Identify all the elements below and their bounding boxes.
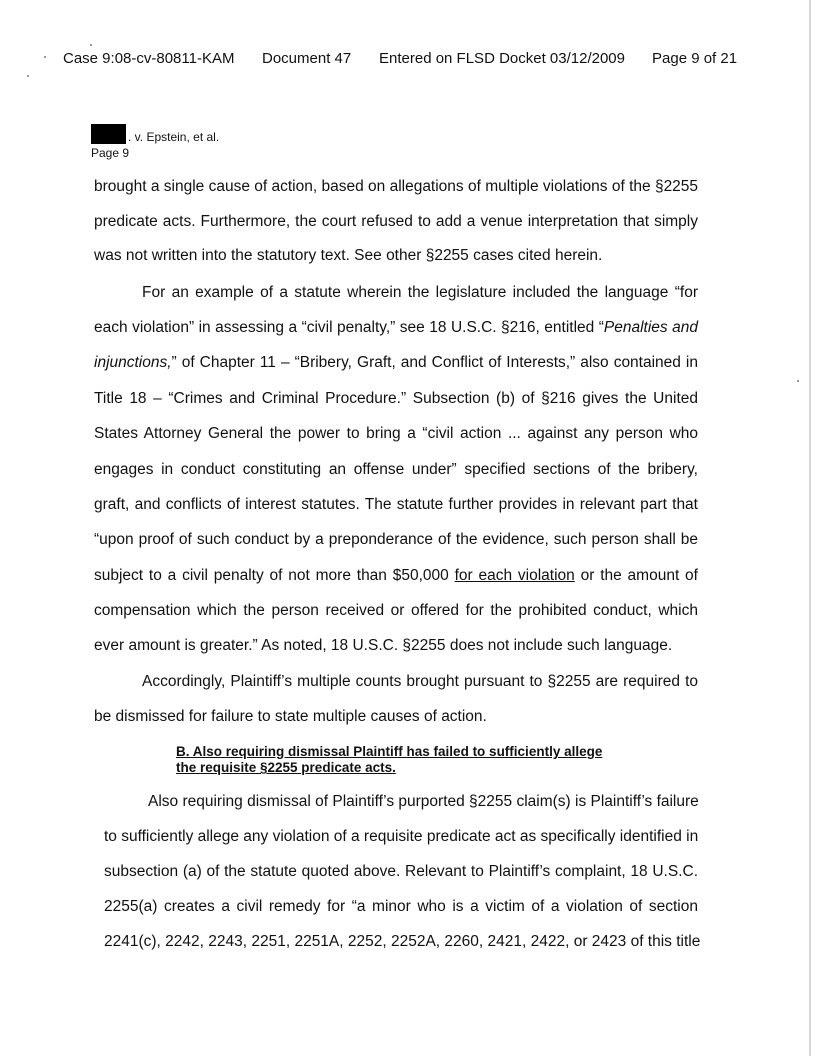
body-line: be dismissed for failure to state multiple causes of action. bbox=[94, 708, 487, 725]
scan-edge-line bbox=[809, 0, 811, 1056]
body-line: 2241(c), 2242, 2243, 2251, 2251A, 2252, 2252A, 2260, 2421, 2422, or 2423 of this title bbox=[104, 933, 701, 950]
section-heading: the requisite §2255 predicate acts. bbox=[176, 760, 396, 775]
short-caption bbox=[91, 124, 220, 160]
scan-speck bbox=[44, 56, 46, 58]
underlined-phrase: for each violation bbox=[454, 567, 575, 584]
caption-title: . v. Epstein, et al. bbox=[128, 130, 220, 144]
body-text: ” of Chapter 11 – “Bribery, Graft, and Conflict of Interests,” also contained in bbox=[171, 354, 698, 371]
body-line: compensation which the person received or offered for the prohibited conduct, which bbox=[94, 602, 698, 619]
body-line: was not written into the statutory text. See other §2255 cases cited herein. bbox=[94, 247, 603, 264]
page-count: Page 9 of 21 bbox=[652, 50, 738, 67]
body-line: “upon proof of such conduct by a preponderance of the evidence, such person shall be bbox=[94, 531, 698, 548]
body-text: or the amount of bbox=[574, 567, 698, 584]
body-line: to sufficiently allege any violation of a requisite predicate act as specifically identified in bbox=[104, 828, 699, 845]
caption-page-label: Page 9 bbox=[91, 146, 130, 160]
body-line: predicate acts. Furthermore, the court refused to add a venue interpretation that simply bbox=[94, 213, 698, 230]
docket-entry-date: Entered on FLSD Docket 03/12/2009 bbox=[379, 50, 625, 67]
body-line bbox=[94, 318, 698, 338]
statute-title-italic: injunctions, bbox=[94, 354, 172, 371]
body-line: engages in conduct constituting an offense under” specified sections of the bribery, bbox=[94, 461, 698, 478]
redaction-block bbox=[91, 124, 126, 144]
body-line: Title 18 – “Crimes and Criminal Procedure.” Subsection (b) of §216 gives the United bbox=[94, 390, 698, 407]
body-line: 2255(a) creates a civil remedy for “a minor who is a victim of a violation of section bbox=[104, 898, 698, 915]
scan-speck bbox=[797, 380, 799, 382]
body-line: subsection (a) of the statute quoted above. Relevant to Plaintiff’s complaint, 18 U.S.C. bbox=[104, 863, 698, 880]
body-line: Also requiring dismissal of Plaintiff’s purported §2255 claim(s) is Plaintiff’s failure bbox=[148, 793, 699, 810]
body-line: graft, and conflicts of interest statutes. The statute further provides in relevant part that bbox=[94, 496, 698, 513]
body-line: ever amount is greater.” As noted, 18 U.S.C. §2255 does not include such language. bbox=[94, 637, 673, 654]
document-number: Document 47 bbox=[262, 50, 352, 67]
body-line: Accordingly, Plaintiff’s multiple counts brought pursuant to §2255 are required to bbox=[142, 673, 698, 690]
body-line bbox=[94, 353, 698, 373]
body-line: States Attorney General the power to bring a “civil action ... against any person who bbox=[94, 425, 698, 442]
body-line: brought a single cause of action, based on allegations of multiple violations of the §2255 bbox=[94, 178, 699, 195]
statute-title-italic: Penalties and bbox=[603, 319, 698, 336]
body-text: subject to a civil penalty of not more than $50,000 bbox=[94, 567, 455, 584]
body-line: For an example of a statute wherein the legislature included the language “for bbox=[142, 284, 698, 301]
body-text: each violation” in assessing a “civil penalty,” see 18 U.S.C. §216, entitled “ bbox=[94, 319, 604, 336]
scan-speck bbox=[27, 75, 29, 77]
scan-speck bbox=[90, 44, 92, 46]
section-heading: B. Also requiring dismissal Plaintiff has failed to sufficiently allege bbox=[176, 744, 603, 759]
body-line bbox=[94, 566, 698, 586]
case-number: Case 9:08-cv-80811-KAM bbox=[63, 50, 235, 67]
